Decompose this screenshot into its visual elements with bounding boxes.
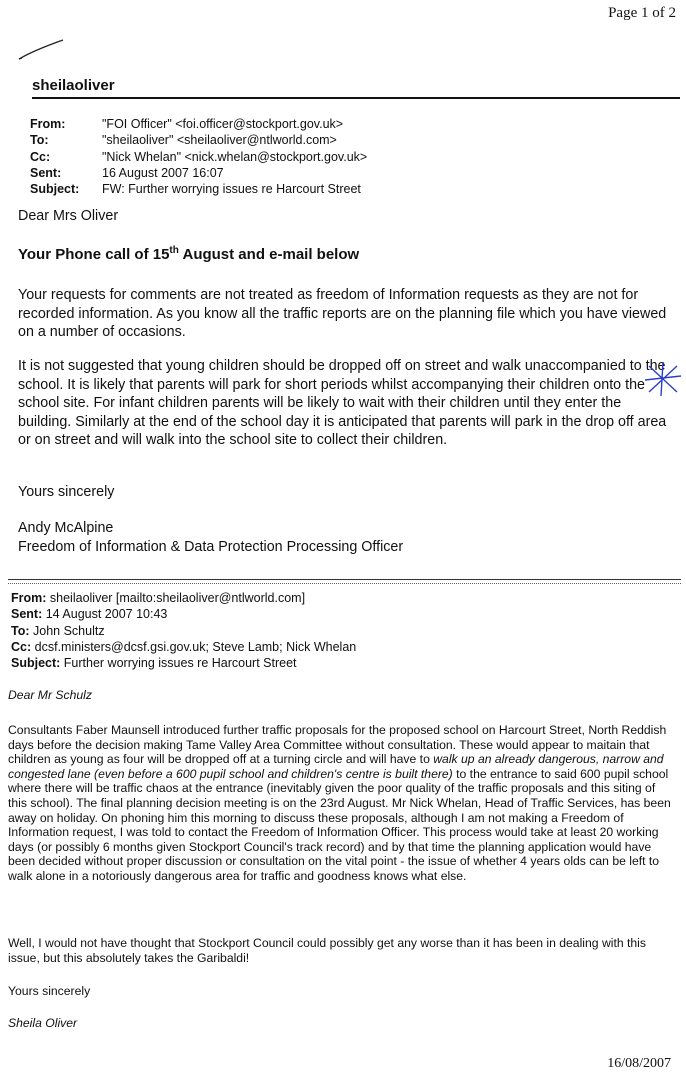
header-from-value: "FOI Officer" <foi.officer@stockport.gov.uk> bbox=[102, 117, 344, 131]
header-subject-label: Subject: bbox=[30, 182, 80, 197]
header-sent-value: 16 August 2007 16:07 bbox=[102, 165, 224, 180]
header-sent-row bbox=[30, 165, 367, 181]
header-to-label: To: bbox=[30, 133, 49, 148]
original-paragraph-2: Well, I would not have thought that Stockport Council could possibly get any worse than it has been in dealing with this issue, but this absolutely takes the Garibaldi! bbox=[8, 936, 646, 965]
original-paragraph-1-end: to the entrance to said 600 pupil school where there will be traffic chaos at the entrance (inevitably given the poor quality of the traffic proposals and this siting of this school). The final planning decision meeting is on the 23rd August. Mr Nick Whelan, Head of Traffic Services, has been away on holiday. On phoning him this morning to discuss these proposals, although I am not making a Freedom of Information request, I was told to contact the Freedom of Information Officer. This process would take at least 20 working days (or possibly 6 months given Stockport Council's track record) and by that time the planning application would have been decided without proper discussion or consultation on the vital point - the issue of whether 4 years olds can be left to walk alone in a notoriously dangerous area for traffic and goodness knows what else. bbox=[8, 766, 671, 883]
orig-sent-label: Sent: bbox=[11, 607, 43, 622]
reply-signer-name: Andy McAlpine bbox=[18, 520, 114, 536]
reply-paragraph-2: It is not suggested that young children should be dropped off on street and walk unaccompanied to the school. It is likely that parents will park for short periods whilst accompanying their children onto the school site. For infant children parents will be likely to wait with their children until they enter the building. Similarly at the end of the school day it is anticipated that parents will park in the drop off area or on street and will walk into the school site to collect their children. bbox=[18, 358, 667, 448]
reply-heading-start: Your Phone call of 15 bbox=[18, 246, 170, 263]
orig-from-label: From: bbox=[11, 591, 47, 605]
original-paragraph-1 bbox=[8, 723, 676, 884]
orig-to-row bbox=[11, 623, 356, 639]
header-from-label: From: bbox=[30, 117, 66, 131]
header-from-row bbox=[30, 116, 367, 132]
original-signature: Sheila Oliver bbox=[8, 1016, 78, 1030]
pen-stroke-mark bbox=[16, 38, 66, 63]
orig-cc-value: dcsf.ministers@dcsf.gsi.gov.uk; Steve Lamb; Nick Whelan bbox=[34, 639, 357, 654]
orig-to-label: To: bbox=[11, 623, 30, 638]
header-sent-label: Sent: bbox=[30, 165, 62, 180]
orig-sent-value: 14 August 2007 10:43 bbox=[45, 607, 168, 622]
reply-paragraph-1: Your requests for comments are not treated as freedom of Information requests as they are not for recorded information. As you know all the traffic reports are on the planning file which you have viewed on a number of occasions. bbox=[18, 287, 667, 340]
orig-from-value: sheilaoliver [mailto:sheilaoliver@ntlworld.com] bbox=[49, 591, 306, 605]
orig-subject-row bbox=[11, 655, 356, 671]
original-greeting: Dear Mr Schulz bbox=[8, 688, 92, 702]
header-cc-row bbox=[30, 149, 367, 165]
original-paragraph-1-italic: walk up an already dangerous, narrow and congested lane (even before a 600 pupil school and children's centre is built there) bbox=[8, 752, 664, 781]
original-closing: Yours sincerely bbox=[8, 984, 91, 998]
page-number: Page 1 of 2 bbox=[608, 5, 676, 21]
header-divider bbox=[32, 97, 680, 99]
reply-heading-end: August and e-mail below bbox=[178, 246, 360, 263]
reply-heading bbox=[18, 246, 678, 265]
header-to-row bbox=[30, 132, 367, 148]
header-cc-value: "Nick Whelan" <nick.whelan@stockport.gov.uk> bbox=[102, 149, 368, 164]
handwritten-asterisk-mark bbox=[641, 360, 685, 398]
original-paragraph-1-start: Consultants Faber Maunsell introduced further traffic proposals for the proposed school on Harcourt Street, North Reddish days before the decision making Tame Valley Area Committee without consultation. These would appear to maitain that children as young as four will be dropped off at a turning circle and will have to bbox=[8, 723, 667, 767]
orig-from-row bbox=[11, 590, 356, 606]
header-cc-label: Cc: bbox=[30, 149, 51, 164]
original-email-header bbox=[11, 590, 356, 671]
reply-closing: Yours sincerely bbox=[18, 484, 115, 500]
forwarded-divider-dotted bbox=[8, 583, 681, 584]
reply-greeting: Dear Mrs Oliver bbox=[18, 208, 119, 224]
forwarded-divider bbox=[8, 579, 681, 580]
header-to-value: "sheilaoliver" <sheilaoliver@ntlworld.com> bbox=[102, 133, 337, 148]
reply-heading-ordinal: th bbox=[169, 245, 179, 256]
footer-date: 16/08/2007 bbox=[607, 1056, 671, 1071]
orig-cc-label: Cc: bbox=[11, 639, 32, 654]
orig-subject-value: Further worrying issues re Harcourt Street bbox=[63, 656, 297, 671]
orig-subject-label: Subject: bbox=[11, 656, 61, 671]
header-subject-row bbox=[30, 181, 367, 197]
reply-email-header bbox=[30, 116, 367, 197]
orig-to-value: John Schultz bbox=[33, 623, 105, 638]
orig-cc-row bbox=[11, 639, 356, 655]
mailbox-owner-name: sheilaoliver bbox=[32, 77, 115, 94]
reply-signer-title: Freedom of Information & Data Protection Processing Officer bbox=[18, 539, 404, 555]
header-subject-value: FW: Further worrying issues re Harcourt Street bbox=[102, 182, 361, 197]
orig-sent-row bbox=[11, 606, 356, 622]
